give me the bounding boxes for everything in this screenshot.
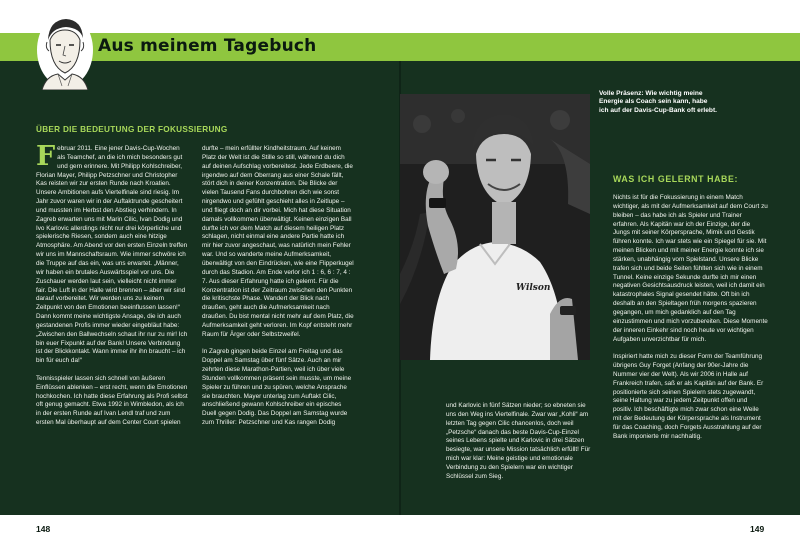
section-heading: ÜBER DIE BEDEUTUNG DER FOKUSSIERUNG bbox=[36, 125, 228, 134]
page-number-left: 148 bbox=[36, 524, 51, 534]
learned-heading: WAS ICH GELERNT HABE: bbox=[613, 174, 739, 184]
page-number-right: 149 bbox=[750, 524, 765, 534]
page-title: Aus meinem Tagebuch bbox=[98, 36, 317, 56]
shirt-logo: Wilson bbox=[516, 283, 551, 293]
paragraph bbox=[36, 141, 188, 366]
text-column-1 bbox=[36, 141, 188, 428]
paragraph: In Zagreb gingen beide Einzel am Freitag und das Doppel am Samstag über fünf Sätze. Auch an mir zehrten diese Marathon-Partien, weil ich über viele Stunden vollkommen präsent sein musste, um meine Spieler zu führen und zu spüren, welche Ansprache sie brauchten. Mayer unterlag zum Auftakt Cilic, anschließend gewann Kohlschreiber ein episches Duell gegen Dodig. Das Doppel am Samstag wurde zum Thriller: Petzschner und Kas rangen Dodig bbox=[202, 348, 352, 427]
drop-cap: F bbox=[36, 141, 56, 172]
photo-caption: Volle Präsenz: Wie wichtig meine Energie als Coach sein kann, habe ich auf der Davis-Cup-Bank oft erlebt. bbox=[599, 90, 717, 114]
paragraph: Nichts ist für die Fokussierung in einem Match wichtiger, als mit der Aufmerksamkeit auf dem Court zu bleiben – das habe ich als Spieler und Trainer erfahren. Als Kapitän war ich der Einzige, der die Jungs mit seiner Körpersprache, Mimik und Gestik führen konnte. Ich war stets wie ein Spiegel für sie. Mit meinen Blicken und mit meiner Energie konnte ich sie stärken, unabhängig vom Spielstand. Unsere Blicke trafen sich und beide Seiten fühlten sich wie in einem Tunnel. Keine einzige Sekunde durfte ich mir einen negativen Gesichtsausdruck leisten, weil ich damit ein katastrophales Signal gesendet hätte. Oft bin ich deshalb an den Spieltagen früh morgens spazieren gegangen, um mich gedanklich auf den Tag einzustimmen und mich vorzubereiten. Diese Momente der inneren Einkehr sind noch heute vor wichtigen Aufgaben unverzichtbar für mich. bbox=[613, 194, 768, 343]
text-column-3 bbox=[446, 402, 594, 482]
paragraph: Tennisspieler lassen sich schnell von äußeren Einflüssen ablenken – erst recht, wenn die Emotionen hochkochen. Ich hatte diese Erfahrung als Profi selbst oft genug gemacht. Etwa 1992 in Wimbledon, als ich in der ersten Runde auf Ivan Lendl traf und zum ersten Mal überhaupt auf dem Center Court spielen bbox=[36, 374, 188, 427]
sketch-portrait-icon bbox=[36, 10, 94, 90]
paragraph: durfte – mein erfüllter Kindheitstraum. Auf keinem Platz der Welt ist die Stille so still, während du dich auf deinen Aufschlag vorbereitest. Jede Erdbeere, die irgendwo auf dem Oberrang aus einer Schale fällt, stört dich in deiner Konzentration. Die Blicke der vielen Tausend Fans durchbohren dich wie sonst nirgendwo und gefühlt geschieht alles in Zeitlupe – und fliegt doch an dir vorbei. Mich hat diese Situation damals vollkommen überwältigt. Keinen einzigen Ball durfte ich vor dem Match auf diesem heiligen Platz schlagen, nicht einmal eine andere Partie hatte ich mir hier zuvor angeschaut, was natürlich mein Fehler war. Und so wanderte meine Aufmerksamkeit, überwältigt von den Eindrücken, wie eine Flipperkugel durch das Stadion. Am Ende verlor ich 1 : 6, 6 : 7, 4 : 7. Aus dieser Erfahrung hatte ich gelernt. Für die Konzentration ist der Zeitraum zwischen den Punkten die kritischste Phase. Wandert der Blick nach draußen, geht auch die Aufmerksamkeit nach draußen. Du bist mental nicht mehr auf dem Platz, die Aufmerksamkeit geht verloren. Im Kopf entsteht mehr Raum für Ärger oder Selbstzweifel. bbox=[202, 145, 354, 338]
paragraph-text: ebruar 2011. Eine jener Davis-Cup-Wochen als Teamchef, an die ich mich besonders gut und gern erinnere. Mit Philipp Kohlschreiber, Florian Mayer, Philipp Petzschner und Christopher Kas reisten wir zur ersten Runde nach Kroatien. Unsere Ambitionen aufs Viertelfinale sind riesig. Im Jahr zuvor waren wir in der Auftaktrunde gescheitert und mussten im Herbst den Abstieg verhindern. In Zagreb erwarten uns mit Marin Cilic, Ivan Dodig und Ivo Karlovic allerdings nicht nur drei körperliche und spielerische Riesen, sondern auch eine hitzige Atmosphäre. Am Abend vor den ersten Einzeln treffen wir uns im Mannschaftsraum. Wie immer schwöre ich die Truppe auf das ein, was uns erwartet. „Männer, wir haben ein brutales Auswärtsspiel vor uns. Die Zuschauer werden laut sein, vielleicht nicht immer fair. Die Luft in der Halle wird brennen – aber wir sind darauf vorbereitet. Wir werden uns zu keinem Zeitpunkt von den Emotionen beeinflussen lassen!“ Dann kommt meine wichtigste Ansage, die ich auch gestandenen Profis immer wieder eingebläut habe: „Zwischen den Ballwechseln schaut ihr nur zu mir! Ich bin euer Fixpunkt auf der Bank! Unsere Verbindung ist der Blickkontakt. Wann immer ihr ihn braucht – ich bin für euch da!“ bbox=[36, 145, 188, 365]
text-column-2 bbox=[202, 145, 354, 428]
paragraph: Inspiriert hatte mich zu dieser Form der Teamführung übrigens Guy Forget (Anfang der 90er-Jahre die Nummer vier der Welt). Als wir 2006 in Halle auf Frankreich trafen, saß er als Kapitän auf der Bank. Er positionierte sich seinen Spielern stets zugewandt, seine Haltung war zu jedem Zeitpunkt offen und positiv. Ich beschäftigte mich zwar schon eine Weile mit der Bedeutung der Körpersprache als Instrument für das Coaching, doch Forgets Ausstrahlung auf der Bank imponierte mir nachhaltig. bbox=[613, 353, 764, 440]
coach-photo bbox=[400, 94, 590, 360]
text-column-4 bbox=[613, 194, 768, 442]
paragraph: und Karlovic in fünf Sätzen nieder; so ebneten sie uns den Weg ins Viertelfinale. Zwar war „Kohli“ am letzten Tag gegen Cilic chancenlos, doch weil „Petzsche“ danach das beste Davis-Cup-Einzel seines Lebens spielte und Karlovic in drei Sätzen besiegte, war unsere Mission tatsächlich erfüllt! Für mich war klar: Meine geistige und emotionale Verbindung zu den Spielern war ein wichtiger Schlüssel zum Sieg. bbox=[446, 402, 591, 480]
